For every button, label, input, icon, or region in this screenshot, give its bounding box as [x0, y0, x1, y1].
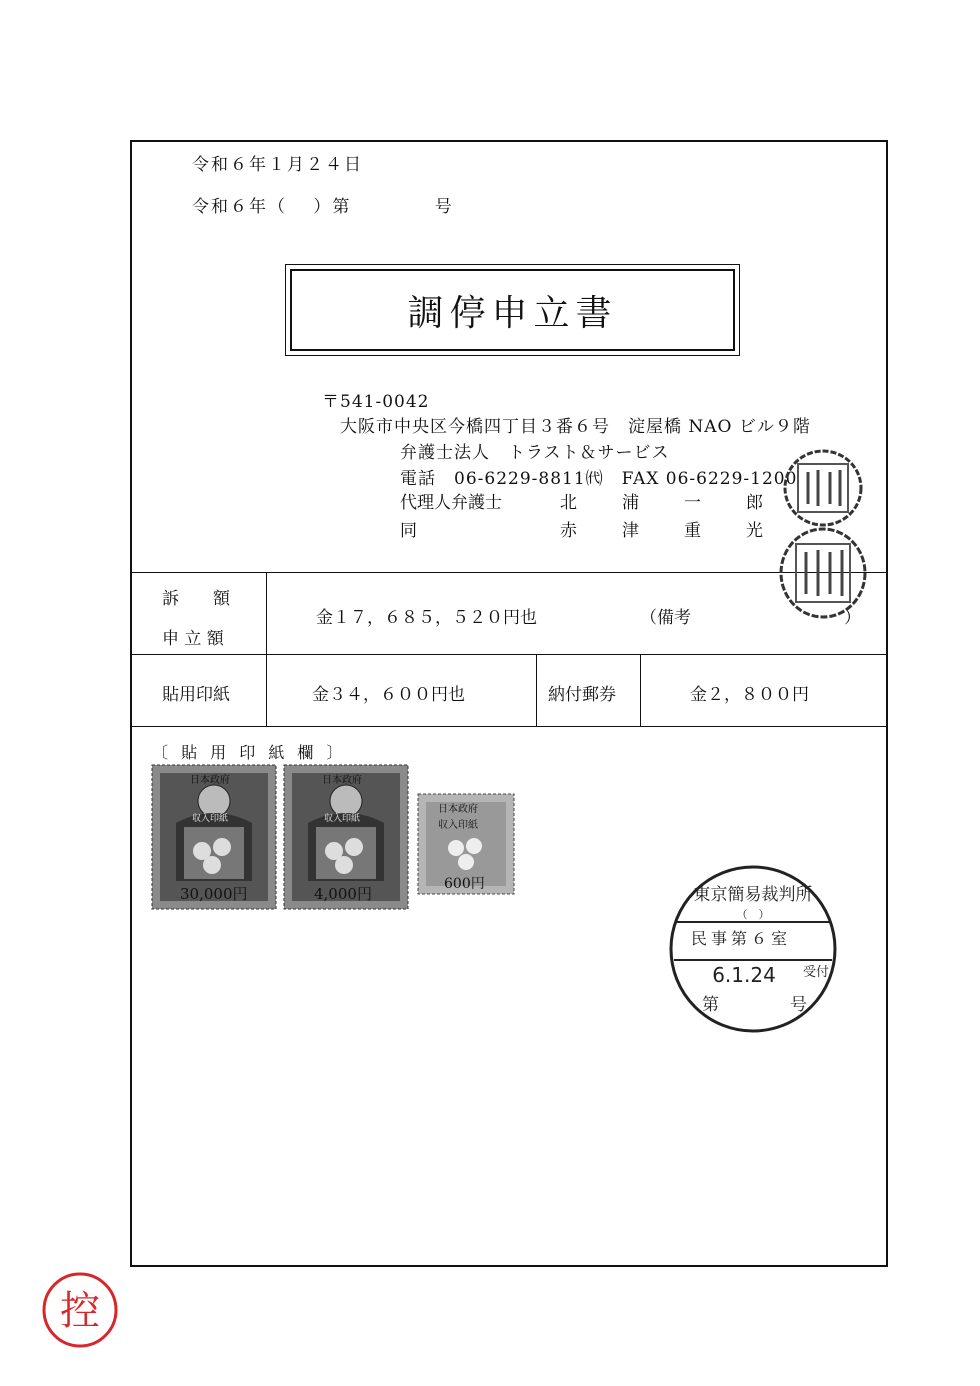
lawyer-2-char: 重 — [684, 521, 701, 541]
claim-label-1: 訴 額 — [162, 589, 230, 609]
lawyer-1-char: 北 — [560, 493, 577, 513]
table-top-line — [132, 572, 886, 573]
stamp-fee-label: 貼用印紙 — [162, 685, 230, 705]
stamp-value: 4,000円 — [314, 885, 372, 903]
stamp-area-label: 〔 貼 用 印 紙 欄 〕 — [152, 743, 347, 762]
lawyer-2-title: 同 — [400, 521, 417, 541]
stamp-type: 収入印紙 — [324, 814, 361, 824]
firm-name: 弁護士法人 トラスト＆サービス — [400, 443, 670, 463]
application-frame — [130, 140, 888, 1267]
lawyer-1-char: 郎 — [746, 493, 763, 513]
lawyer-seal-akatsu — [778, 526, 868, 620]
seal-date: 6.1.24 — [712, 963, 776, 987]
seal-dai: 第 — [702, 995, 719, 1015]
copy-mark-seal — [40, 1270, 120, 1350]
stamp-type: 収入印紙 — [192, 814, 229, 824]
postage-label: 納付郵券 — [548, 685, 616, 705]
title-box — [285, 264, 740, 356]
stamp-issuer: 日本政府 — [438, 804, 478, 815]
stamp-issuer: 日本政府 — [190, 775, 230, 786]
seal-go: 号 — [790, 995, 807, 1015]
lawyer-2-char: 津 — [622, 521, 639, 541]
revenue-stamp-600 — [416, 792, 516, 896]
lawyer-seal-kitaura — [782, 448, 864, 528]
table-col-line — [640, 654, 641, 726]
claim-value: 金１７，６８５，５２０円也 — [316, 608, 537, 628]
seal-received: 受付 — [802, 965, 830, 980]
lawyer-1-char: 浦 — [622, 493, 639, 513]
document-title: 調停申立書 — [407, 292, 618, 334]
case-number: 令和６年（ ）第 号 — [192, 197, 454, 217]
revenue-stamp-4000 — [282, 763, 410, 911]
stamp-value: 30,000円 — [180, 885, 248, 903]
lawyer-2-char: 光 — [746, 521, 763, 541]
seal-paren: （ ） — [736, 908, 770, 921]
table-col-line — [536, 654, 537, 726]
table-mid-line — [132, 654, 886, 655]
stamp-value: 600円 — [444, 876, 485, 892]
court-reception-seal — [666, 862, 840, 1036]
seal-room: 民事第６室 — [690, 929, 792, 948]
lawyer-2-row — [400, 516, 780, 541]
lawyer-1-row — [400, 488, 780, 513]
revenue-stamp-30000 — [150, 763, 278, 911]
copy-mark-text: 控 — [60, 1288, 100, 1334]
stamp-issuer: 日本政府 — [322, 775, 362, 786]
table-col-line — [266, 572, 267, 726]
stamp-type: 収入印紙 — [438, 820, 478, 831]
claim-label-2: 申 立 額 — [162, 629, 224, 649]
address: 大阪市中央区今橋四丁目３番６号 淀屋橋 NAO ビル９階 — [340, 417, 811, 437]
postage-value: 金２，８００円 — [690, 685, 809, 705]
lawyer-1-title: 代理人弁護士 — [400, 493, 502, 513]
table-bottom-line — [132, 726, 886, 727]
remarks: （備考 ） — [640, 608, 861, 628]
seal-court-name: 東京簡易裁判所 — [693, 885, 813, 905]
lawyer-2-char: 赤 — [560, 521, 577, 541]
filing-date: 令和６年１月２４日 — [192, 155, 363, 175]
contact-info: 電話 06-6229-8811㈹ FAX 06-6229-1200 — [400, 469, 798, 489]
lawyer-1-char: 一 — [684, 493, 701, 513]
postal-code: 〒541-0042 — [322, 392, 430, 412]
stamp-fee-value: 金３４，６００円也 — [312, 685, 465, 705]
